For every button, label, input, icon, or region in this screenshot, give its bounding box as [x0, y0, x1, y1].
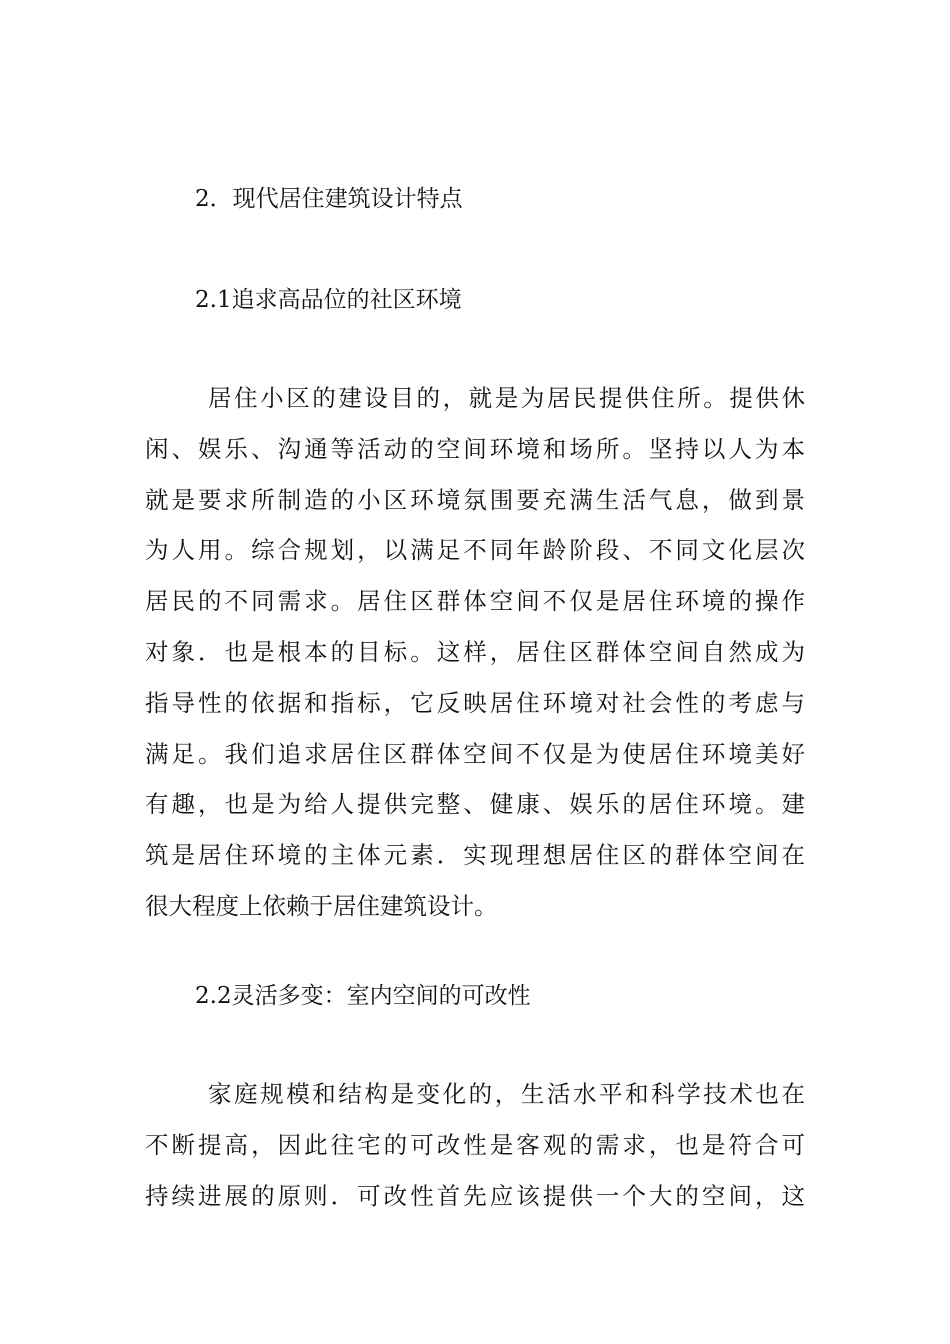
- paragraph-line: 筑是居住环境的主体元素．实现理想居住区的群体空间在: [145, 841, 805, 870]
- paragraph-line: 就是要求所制造的小区环境氛围要充满生活气息，做到景: [145, 485, 805, 514]
- paragraph-line: 有趣，也是为给人提供完整、健康、娱乐的居住环境。建: [145, 790, 805, 819]
- paragraph-line: 家庭规模和结构是变化的，生活水平和科学技术也在: [208, 1080, 805, 1108]
- paragraph-line: 满足。我们追求居住区群体空间不仅是为使居住环境美好: [145, 739, 805, 768]
- paragraph-line: 为人用。综合规划，以满足不同年龄阶段、不同文化层次: [145, 536, 805, 565]
- section-heading-2: 2．现代居住建筑设计特点: [195, 186, 463, 212]
- paragraph-community-environment: [145, 373, 805, 932]
- paragraph-line: 居民的不同需求。居住区群体空间不仅是居住环境的操作: [145, 587, 805, 616]
- paragraph-line: 很大程度上依赖于居住建筑设计。: [145, 891, 498, 920]
- paragraph-line: 居住小区的建设目的，就是为居民提供住所。提供休: [208, 384, 805, 412]
- paragraph-line: 持续进展的原则．可改性首先应该提供一个大的空间，这: [145, 1181, 805, 1210]
- paragraph-indoor-space: [145, 1069, 805, 1221]
- paragraph-line: 对象．也是根本的目标。这样，居住区群体空间自然成为: [145, 637, 805, 666]
- subsection-heading-2-1: 2.1追求高品位的社区环境: [195, 287, 462, 313]
- subsection-heading-2-2: 2.2灵活多变：室内空间的可改性: [195, 983, 531, 1009]
- paragraph-line: 闲、娱乐、沟通等活动的空间环境和场所。坚持以人为本: [145, 434, 805, 463]
- paragraph-line: 指导性的依据和指标，它反映居住环境对社会性的考虑与: [145, 688, 805, 717]
- paragraph-line: 不断提高，因此往宅的可改性是客观的需求，也是符合可: [145, 1130, 805, 1159]
